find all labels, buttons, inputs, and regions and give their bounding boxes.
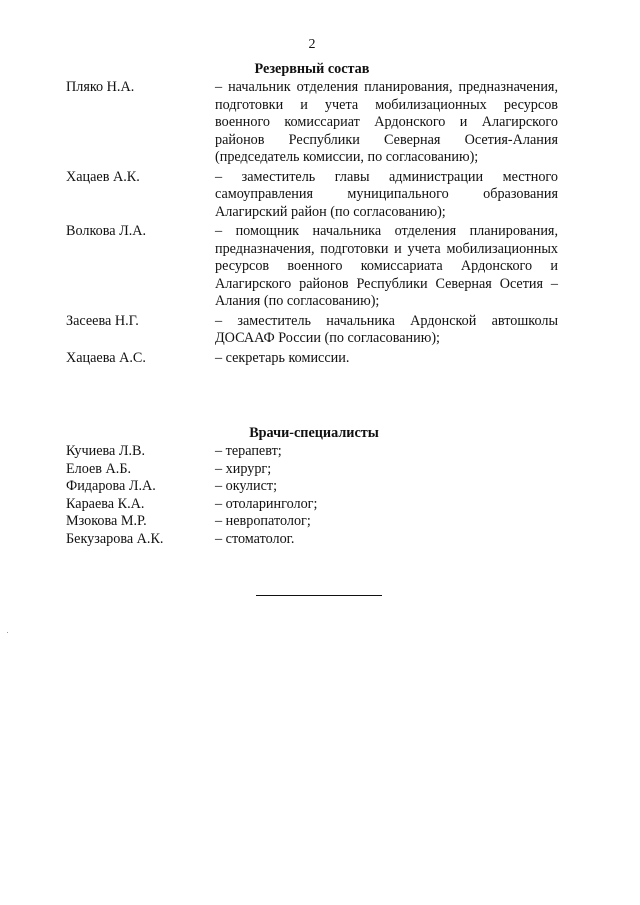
member-name: Волкова Л.А. — [66, 223, 147, 239]
member-role: – начальник отделения планирования, предназначения, подготовки и учета мобилизационных ресурсов военного комиссариат Ардонского и Алагирского районов Республики Северная Осетия-Алания (председатель комиссии, по согласованию); — [215, 79, 558, 165]
doctor-specialty: – невропатолог; — [215, 513, 311, 529]
member-role: – секретарь комиссии. — [215, 349, 350, 366]
member-name: Хацаева А.С. — [66, 349, 146, 366]
doctors-section-title: Врачи-специалисты — [249, 425, 379, 441]
reserve-members-list — [0, 79, 640, 367]
doctor-specialty: – стоматолог. — [215, 530, 295, 547]
reserve-member-row — [0, 350, 640, 368]
doctor-name: Бекузарова А.К. — [66, 530, 164, 547]
doctor-row — [0, 443, 640, 461]
doctor-row — [0, 513, 640, 531]
reserve-section-title: Резервный состав — [254, 61, 370, 77]
doctor-name: Кучиева Л.В. — [66, 443, 146, 459]
reserve-member-row — [0, 223, 640, 311]
member-role: – заместитель главы администрации местного самоуправления муниципального образования Алагирский район (по согласованию); — [215, 168, 558, 220]
doctor-specialty: – хирург; — [215, 460, 272, 477]
doctor-name: Мзокова М.Р. — [66, 513, 147, 529]
doctor-specialty: – окулист; — [215, 478, 278, 494]
end-of-list-rule — [256, 595, 382, 596]
member-name: Засеева Н.Г. — [66, 312, 139, 329]
doctor-specialty: – отоларинголог; — [215, 495, 318, 512]
page-number: 2 — [308, 37, 316, 52]
doctor-name: Караева К.А. — [66, 495, 145, 512]
reserve-member-row — [0, 313, 640, 348]
member-role: – заместитель начальника Ардонской автошколы ДОСААФ России (по согласованию); — [215, 312, 558, 346]
reserve-member-row — [0, 169, 640, 222]
doctor-row — [0, 478, 640, 496]
doctor-row — [0, 461, 640, 479]
member-name: Пляко Н.А. — [66, 79, 135, 95]
reserve-member-row — [0, 79, 640, 167]
doctor-row — [0, 496, 640, 514]
member-name: Хацаев А.К. — [66, 168, 140, 185]
doctor-specialty: – терапевт; — [215, 443, 282, 459]
doctors-list — [0, 443, 640, 548]
doctor-name: Елоев А.Б. — [66, 460, 132, 477]
doctor-name: Фидарова Л.А. — [66, 478, 156, 494]
doctor-row — [0, 531, 640, 549]
member-role: – помощник начальника отделения планирования, предназначения, подготовки и учета мобилизационных ресурсов военного комиссариата Ардонского и Алагирского районов Республики Северная Осетия – Алания (по согласованию); — [215, 223, 558, 309]
scan-mark — [7, 632, 8, 633]
